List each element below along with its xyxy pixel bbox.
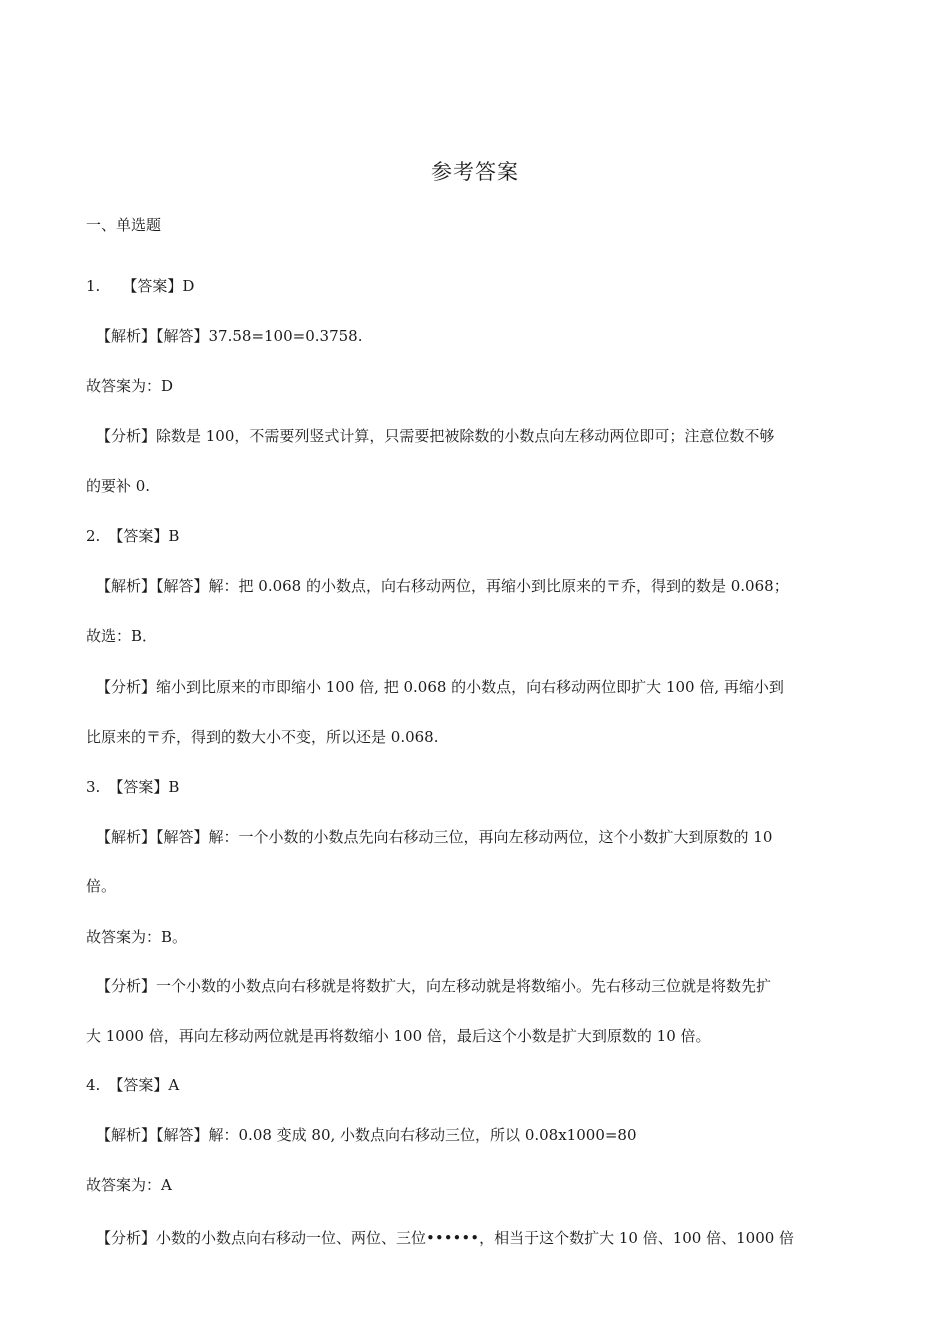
question-1-conclusion: 故答案为：D [86,377,174,395]
question-3-solution-cont: 倍。 [86,877,117,895]
question-4-conclusion: 故答案为：A [86,1176,172,1194]
answer-label: 【答案】A [108,1076,180,1094]
question-4-answer-line [86,1075,179,1095]
question-2-analysis: 【分析】缩小到比原来的市即缩小 100 倍, 把 0.068 的小数点，向右移动两位即扩大 100 倍, 再缩小到 [96,678,784,696]
question-1-solution: 【解析】【解答】37.58=100=0.3758. [96,327,363,345]
question-number: 2. [86,527,101,545]
question-number: 3. [86,778,101,796]
question-1-answer-line [86,276,194,296]
question-3-conclusion: 故答案为：B。 [86,928,188,946]
question-3-analysis: 【分析】一个小数的小数点向右移就是将数扩大，向左移动就是将数缩小。先右移动三位就是将数先扩 [96,977,772,995]
question-2-conclusion: 故选：B． [86,627,158,645]
section-heading: 一、单选题 [86,216,162,234]
question-3-solution: 【解析】【解答】解：一个小数的小数点先向右移动三位，再向左移动两位，这个小数扩大到原数的 10 [96,828,773,846]
question-2-answer-line [86,526,179,546]
question-1-analysis: 【分析】除数是 100，不需要列竖式计算，只需要把被除数的小数点向左移动两位即可；注意位数不够 [96,427,775,445]
question-2-solution: 【解析】【解答】解：把 0.068 的小数点，向右移动两位，再缩小到比原来的〒乔，得到的数是 0.068； [96,577,789,595]
question-4-solution: 【解析】【解答】解：0.08 变成 80, 小数点向右移动三位，所以 0.08x1000=80 [96,1126,637,1144]
answer-label: 【答案】D [122,277,195,295]
question-1-analysis-cont: 的要补 0. [86,477,151,495]
question-number: 4. [86,1076,101,1094]
question-3-analysis-cont: 大 1000 倍，再向左移动两位就是再将数缩小 100 倍，最后这个小数是扩大到原数的 10 倍。 [86,1027,711,1045]
question-2-analysis-cont: 比原来的〒乔，得到的数大小不变，所以还是 0.068. [86,728,439,746]
answer-label: 【答案】B [108,778,180,796]
answer-label: 【答案】B [108,527,180,545]
page-title: 参考答案 [431,160,519,184]
question-4-analysis: 【分析】小数的小数点向右移动一位、两位、三位••••••，相当于这个数扩大 10 倍、100 倍、1000 倍 [96,1229,795,1247]
question-3-answer-line [86,777,179,797]
question-number: 1. [86,277,101,295]
